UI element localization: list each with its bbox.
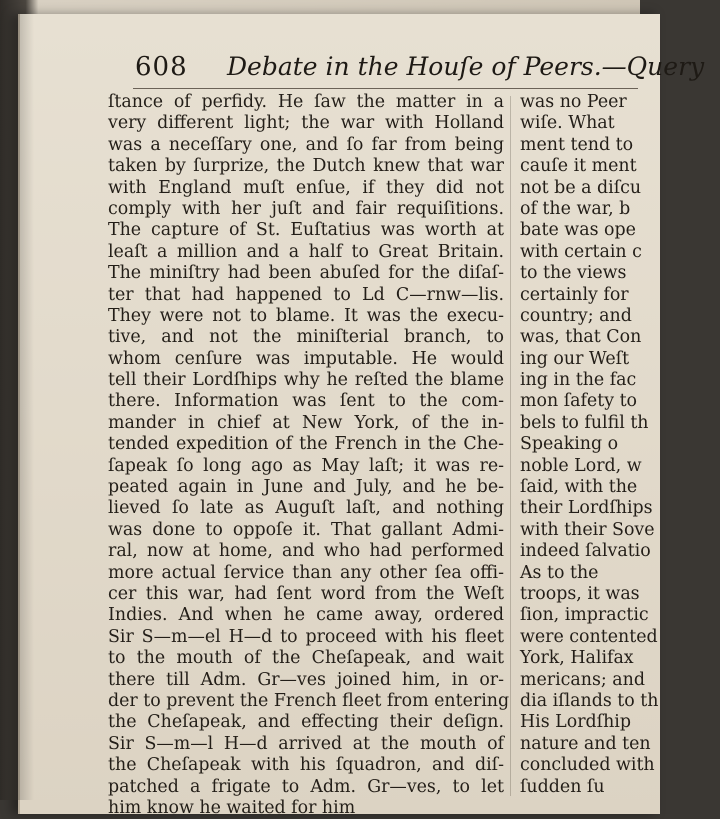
text-line: there. Information was ſent to the com- (108, 391, 504, 412)
text-line: taken by ſurprize, the Dutch knew that war (108, 156, 504, 177)
text-line: noble Lord, w (520, 455, 642, 476)
text-line: bate was ope (520, 220, 636, 241)
text-line: ral, now at home, and who had performed (108, 541, 504, 562)
text-line: country; and (520, 305, 632, 326)
text-line: ſaid, with the (520, 477, 638, 498)
text-line: ſudden ſu (520, 776, 605, 797)
text-line: whom cenſure was imputable. He would (108, 348, 504, 369)
text-line: with certain c (520, 241, 642, 262)
text-line: was no Peer (520, 92, 627, 112)
text-line: ing in the fac (520, 370, 637, 391)
text-line: mericans; and (520, 669, 645, 690)
text-line: They were not to blame. It was the execu- (108, 305, 504, 326)
text-line: him know he waited for him (108, 797, 356, 818)
text-line: patched a frigate to Adm. Gr—ves, to let (108, 776, 504, 797)
text-line: Speaking o (520, 434, 619, 455)
text-line: their Lordſhips (520, 498, 653, 519)
text-line: was a neceſſary one, and ſo far from being (108, 134, 504, 155)
text-line: of the war, b (520, 198, 631, 219)
text-line: York, Halifax (520, 648, 634, 669)
text-line: nature and ten (520, 733, 651, 754)
text-line: ment tend to (520, 134, 634, 155)
text-line: to the mouth of the Cheſapeak, and wait (108, 648, 504, 669)
text-line: ter that had happened to Ld C—rnw—lis. (108, 284, 504, 305)
text-line: troops, it was (520, 583, 640, 604)
text-line: Sir S—m—el H—d to proceed with his fleet (108, 626, 504, 647)
text-line: leaſt a million and a half to Great Britain. (108, 241, 504, 262)
text-line: not be a diſcu (520, 177, 642, 198)
page-number: 608 (135, 52, 188, 82)
text-line: lieved ſo late as Auguſt laſt, and nothing (108, 498, 504, 519)
text-line: the Cheſapeak with his ſquadron, and diſ- (108, 755, 504, 776)
text-line: bels to fulfil th (520, 412, 649, 433)
text-line: cer this war, had ſent word from the Weſt (108, 583, 504, 604)
right-column (520, 92, 720, 798)
text-line: more actual ſervice than any other ſea offi- (108, 562, 504, 583)
text-line: was, that Con (520, 327, 642, 348)
text-line: der to prevent the French fleet from entering (108, 690, 510, 711)
text-line: peated again in June and July, and he be- (108, 477, 504, 498)
text-line: tell their Lordſhips why he reſted the blame (108, 370, 504, 391)
text-line: cauſe it ment (520, 156, 637, 177)
column-divider (510, 96, 511, 796)
text-line: wiſe. What (520, 113, 615, 134)
text-line: ing our Weſt (520, 348, 630, 369)
text-line: mon ſafety to (520, 391, 638, 412)
right-column-clip (520, 0, 659, 800)
text-line: tive, and not the miniſterial branch, to (108, 327, 504, 348)
text-line: with their Sove (520, 519, 655, 540)
text-line: ſapeak ſo long ago as May laſt; it was re- (108, 455, 504, 476)
text-line: was done to oppoſe it. That gallant Admi- (108, 519, 504, 540)
text-line: comply with her juſt and fair requiſitions. (108, 198, 504, 219)
text-line: The miniſtry had been abuſed for the diſaſ- (108, 263, 504, 284)
text-line: ſion, impractic (520, 605, 649, 626)
text-line: The capture of St. Euſtatius was worth at (108, 220, 504, 241)
text-line: As to the (520, 562, 599, 583)
text-line: Sir S—m—l H—d arrived at the mouth of (108, 733, 504, 754)
text-line: His Lordſhip (520, 712, 631, 733)
text-line: with England muſt enſue, if they did not (108, 177, 504, 198)
left-column (108, 92, 510, 819)
text-line: Indies. And when he came away, ordered (108, 605, 504, 626)
text-line: there till Adm. Gr—ves joined him, in or- (108, 669, 504, 690)
text-line: the Cheſapeak, and effecting their deſign. (108, 712, 504, 733)
text-line: certainly for (520, 284, 629, 305)
text-line: ſtance of perfidy. He ſaw the matter in a (108, 92, 504, 112)
text-line: mander in chief at New York, of the in- (108, 412, 504, 433)
text-line: very different light; the war with Holland (108, 113, 504, 134)
text-line: were contented (520, 626, 658, 647)
text-line: concluded with (520, 755, 655, 776)
running-title: Debate in the Houſe of Peers.—Query (227, 52, 705, 81)
text-line: tended expedition of the French in the Che- (108, 434, 504, 455)
text-line: indeed ſalvatio (520, 541, 651, 562)
text-line: to the views (520, 263, 627, 284)
text-line: dia iſlands to th (520, 690, 659, 711)
